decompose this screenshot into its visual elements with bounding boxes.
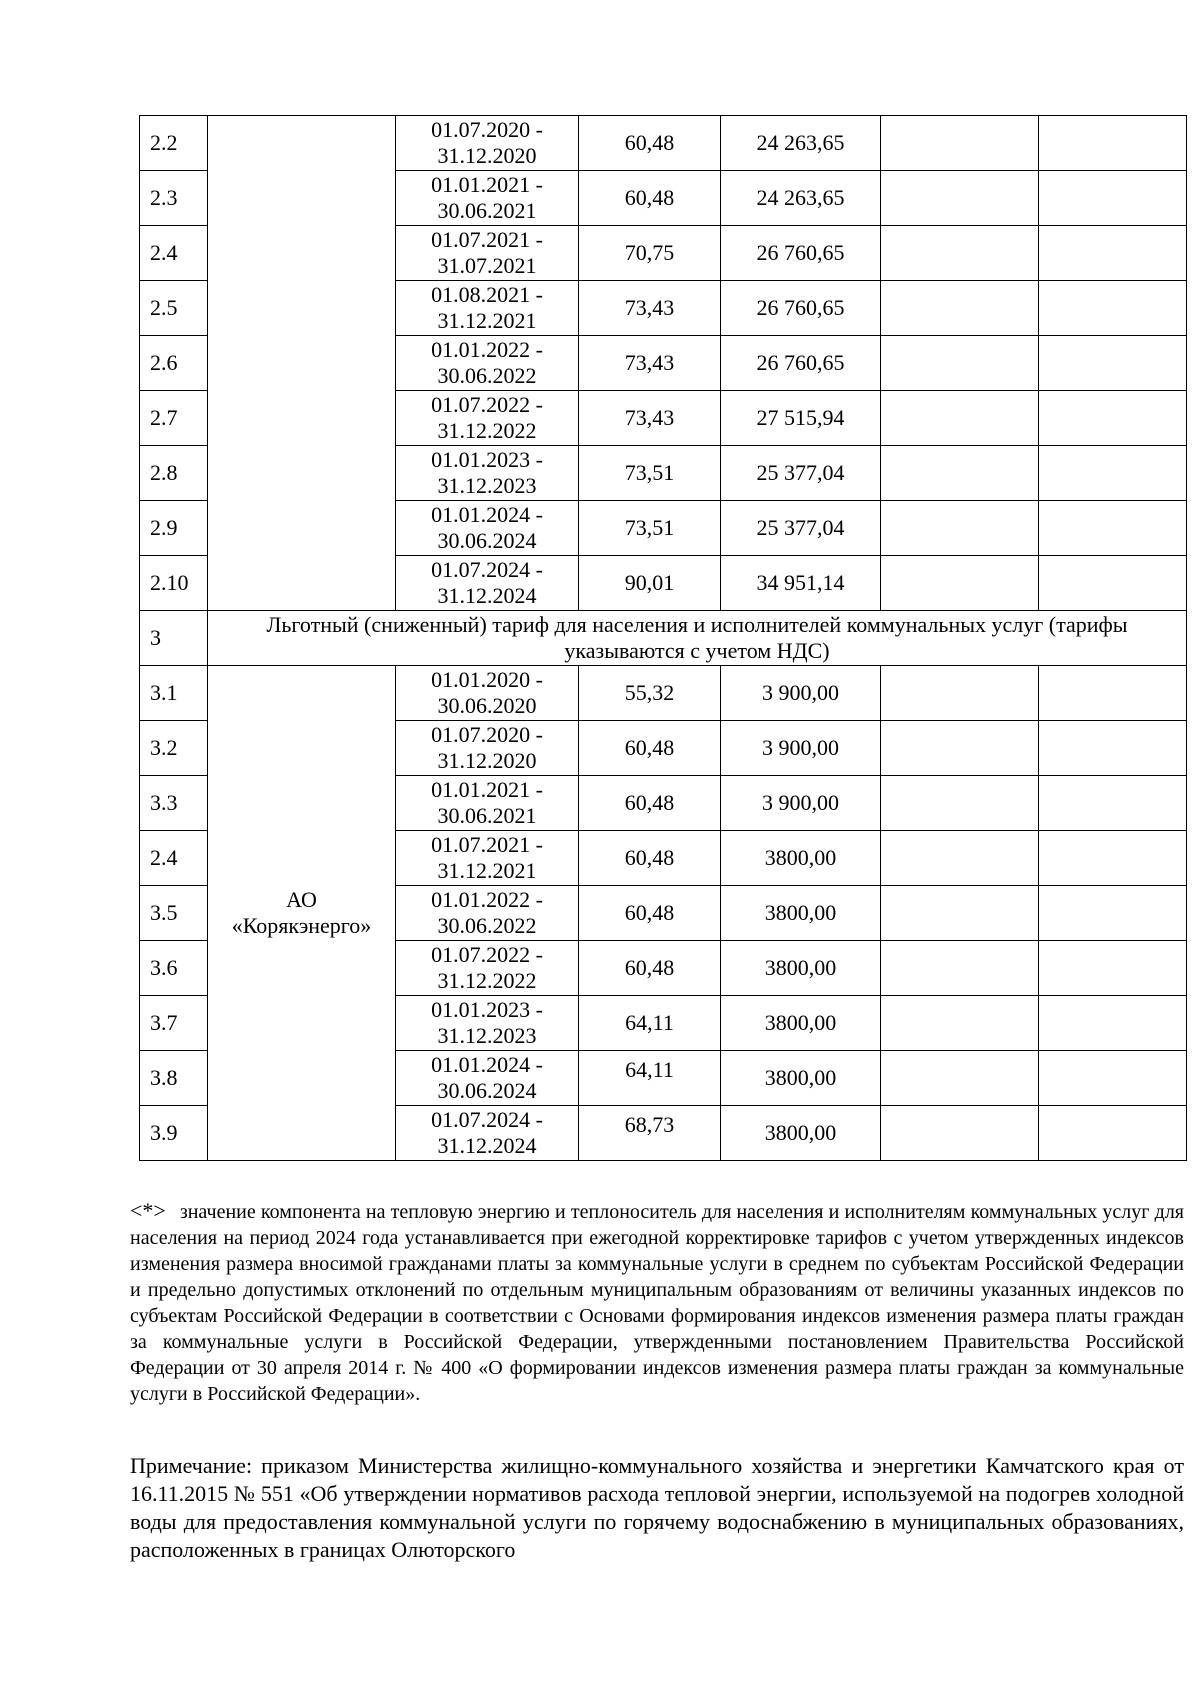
table-row bbox=[140, 666, 1187, 721]
heat-carrier-value: 73,51 bbox=[579, 501, 721, 556]
empty-cell bbox=[1039, 226, 1187, 281]
organization-cell bbox=[208, 116, 396, 611]
period-end: 31.12.2024 bbox=[437, 1133, 537, 1158]
period-cell bbox=[396, 996, 579, 1051]
period-cell bbox=[396, 666, 579, 721]
empty-cell bbox=[881, 336, 1039, 391]
empty-cell bbox=[881, 501, 1039, 556]
period-end: 31.12.2023 bbox=[437, 1023, 537, 1048]
period-cell bbox=[396, 391, 579, 446]
heat-carrier-value: 60,48 bbox=[579, 171, 721, 226]
empty-cell bbox=[1039, 556, 1187, 611]
period-start: 01.01.2023 - bbox=[431, 447, 543, 472]
heat-energy-value: 3800,00 bbox=[721, 886, 881, 941]
heat-carrier-value: 60,48 bbox=[579, 941, 721, 996]
heat-energy-value: 27 515,94 bbox=[721, 391, 881, 446]
heat-carrier-value: 73,43 bbox=[579, 336, 721, 391]
empty-cell bbox=[881, 996, 1039, 1051]
row-number: 3.8 bbox=[140, 1051, 208, 1106]
organization-name-line1: АО bbox=[286, 887, 317, 912]
footnote-mark: <*> bbox=[130, 1198, 166, 1223]
row-number: 3.1 bbox=[140, 666, 208, 721]
period-cell bbox=[396, 776, 579, 831]
period-start: 01.01.2024 - bbox=[431, 502, 543, 527]
empty-cell bbox=[881, 941, 1039, 996]
empty-cell bbox=[1039, 336, 1187, 391]
period-cell bbox=[396, 556, 579, 611]
period-start: 01.07.2024 - bbox=[431, 1107, 543, 1132]
period-end: 30.06.2022 bbox=[437, 363, 537, 388]
period-start: 01.07.2021 - bbox=[431, 832, 543, 857]
period-cell bbox=[396, 886, 579, 941]
heat-energy-value: 3800,00 bbox=[721, 941, 881, 996]
period-start: 01.07.2022 - bbox=[431, 942, 543, 967]
heat-energy-value: 34 951,14 bbox=[721, 556, 881, 611]
heat-energy-value: 26 760,65 bbox=[721, 226, 881, 281]
empty-cell bbox=[1039, 281, 1187, 336]
empty-cell bbox=[881, 721, 1039, 776]
empty-cell bbox=[1039, 996, 1187, 1051]
heat-energy-value: 3800,00 bbox=[721, 1106, 881, 1161]
heat-carrier-value: 60,48 bbox=[579, 886, 721, 941]
empty-cell bbox=[1039, 831, 1187, 886]
empty-cell bbox=[881, 446, 1039, 501]
empty-cell bbox=[881, 1051, 1039, 1106]
row-number: 3.2 bbox=[140, 721, 208, 776]
empty-cell bbox=[881, 116, 1039, 171]
table-row bbox=[140, 116, 1187, 171]
empty-cell bbox=[881, 1106, 1039, 1161]
row-number: 2.8 bbox=[140, 446, 208, 501]
heat-carrier-value: 60,48 bbox=[579, 831, 721, 886]
row-number: 2.3 bbox=[140, 171, 208, 226]
section-header-row bbox=[140, 611, 1187, 666]
empty-cell bbox=[1039, 721, 1187, 776]
heat-energy-value: 24 263,65 bbox=[721, 116, 881, 171]
period-end: 30.06.2021 bbox=[437, 198, 537, 223]
period-end: 31.12.2020 bbox=[437, 748, 537, 773]
period-start: 01.01.2020 - bbox=[431, 667, 543, 692]
empty-cell bbox=[1039, 446, 1187, 501]
period-end: 30.06.2024 bbox=[437, 528, 537, 553]
period-start: 01.07.2020 - bbox=[431, 117, 543, 142]
period-cell bbox=[396, 171, 579, 226]
empty-cell bbox=[1039, 666, 1187, 721]
heat-carrier-value: 73,51 bbox=[579, 446, 721, 501]
heat-carrier-value: 70,75 bbox=[579, 226, 721, 281]
heat-energy-value: 25 377,04 bbox=[721, 501, 881, 556]
empty-cell bbox=[881, 281, 1039, 336]
tariff-table bbox=[139, 115, 1187, 1161]
empty-cell bbox=[1039, 941, 1187, 996]
row-number: 2.7 bbox=[140, 391, 208, 446]
empty-cell bbox=[1039, 776, 1187, 831]
period-end: 31.12.2022 bbox=[437, 418, 537, 443]
empty-cell bbox=[881, 556, 1039, 611]
empty-cell bbox=[881, 226, 1039, 281]
period-cell bbox=[396, 281, 579, 336]
period-end: 30.06.2022 bbox=[437, 913, 537, 938]
period-end: 31.12.2021 bbox=[437, 858, 537, 883]
empty-cell bbox=[1039, 886, 1187, 941]
remark-note bbox=[130, 1452, 1184, 1564]
period-end: 31.07.2021 bbox=[437, 253, 537, 278]
period-start: 01.01.2023 - bbox=[431, 997, 543, 1022]
row-number: 2.4 bbox=[140, 831, 208, 886]
row-number: 3.7 bbox=[140, 996, 208, 1051]
period-cell bbox=[396, 1106, 579, 1161]
heat-carrier-value: 60,48 bbox=[579, 776, 721, 831]
row-number: 2.2 bbox=[140, 116, 208, 171]
heat-carrier-value: 73,43 bbox=[579, 281, 721, 336]
empty-cell bbox=[881, 831, 1039, 886]
period-start: 01.01.2024 - bbox=[431, 1052, 543, 1077]
empty-cell bbox=[881, 391, 1039, 446]
heat-energy-value: 25 377,04 bbox=[721, 446, 881, 501]
period-end: 31.12.2022 bbox=[437, 968, 537, 993]
period-cell bbox=[396, 226, 579, 281]
heat-carrier-value: 60,48 bbox=[579, 721, 721, 776]
heat-carrier-value: 60,48 bbox=[579, 116, 721, 171]
period-cell bbox=[396, 941, 579, 996]
organization-name-line2: «Корякэнерго» bbox=[231, 913, 372, 938]
period-start: 01.01.2021 - bbox=[431, 777, 543, 802]
remark-text: Примечание: приказом Министерства жилищно-коммунального хозяйства и энергетики Камчатского края от 16.11.2015 № 551 «Об утверждении нормативов расхода тепловой энергии, используемой на подогрев холодной воды для предоставления коммунальной услуги по горячему водоснабжению в муниципальных образованиях, расположенных в границах Олюторского bbox=[130, 1453, 1184, 1562]
period-cell bbox=[396, 501, 579, 556]
footnote-text: значение компонента на тепловую энергию и теплоноситель для населения и исполнителям коммунальных услуг для населения на период 2024 года устанавливается при ежегодной корректировке тарифов с учетом утвержденных индексов изменения размера вносимой гражданами платы за коммунальные услуги в среднем по субъектам Российской Федерации и предельно допустимых отклонений по отдельным муниципальным образованиям от величины указанных индексов по субъектам Российской Федерации в соответствии с Основами формирования индексов изменения размера платы граждан за коммунальные услуги в Российской Федерации, утвержденными постановлением Правительства Российской Федерации от 30 апреля 2014 г. № 400 «О формировании индексов изменения размера платы граждан за коммунальные услуги в Российской Федерации». bbox=[130, 1201, 1184, 1405]
heat-energy-value: 26 760,65 bbox=[721, 281, 881, 336]
empty-cell bbox=[1039, 391, 1187, 446]
period-cell bbox=[396, 1051, 579, 1106]
period-end: 30.06.2020 bbox=[437, 693, 537, 718]
period-start: 01.08.2021 - bbox=[431, 282, 543, 307]
heat-carrier-value: 55,32 bbox=[579, 666, 721, 721]
period-start: 01.01.2021 - bbox=[431, 172, 543, 197]
period-end: 30.06.2021 bbox=[437, 803, 537, 828]
period-cell bbox=[396, 446, 579, 501]
organization-cell bbox=[208, 666, 396, 1161]
heat-energy-value: 24 263,65 bbox=[721, 171, 881, 226]
heat-carrier-value: 64,11 bbox=[579, 1051, 721, 1106]
empty-cell bbox=[881, 171, 1039, 226]
period-start: 01.01.2022 - bbox=[431, 337, 543, 362]
heat-carrier-value: 68,73 bbox=[579, 1106, 721, 1161]
row-number: 3.5 bbox=[140, 886, 208, 941]
period-start: 01.07.2024 - bbox=[431, 557, 543, 582]
footnote bbox=[130, 1198, 1184, 1407]
row-number: 2.9 bbox=[140, 501, 208, 556]
empty-cell bbox=[1039, 1051, 1187, 1106]
empty-cell bbox=[1039, 501, 1187, 556]
heat-energy-value: 3800,00 bbox=[721, 831, 881, 886]
heat-energy-value: 3800,00 bbox=[721, 996, 881, 1051]
empty-cell bbox=[1039, 171, 1187, 226]
period-start: 01.07.2021 - bbox=[431, 227, 543, 252]
heat-energy-value: 3 900,00 bbox=[721, 776, 881, 831]
period-start: 01.07.2022 - bbox=[431, 392, 543, 417]
tariff-table-body bbox=[140, 116, 1187, 1161]
heat-energy-value: 3 900,00 bbox=[721, 666, 881, 721]
heat-energy-value: 3 900,00 bbox=[721, 721, 881, 776]
period-cell bbox=[396, 336, 579, 391]
row-number: 3.9 bbox=[140, 1106, 208, 1161]
empty-cell bbox=[881, 666, 1039, 721]
row-number: 2.6 bbox=[140, 336, 208, 391]
row-number: 2.5 bbox=[140, 281, 208, 336]
heat-carrier-value: 64,11 bbox=[579, 996, 721, 1051]
heat-carrier-value: 73,43 bbox=[579, 391, 721, 446]
row-number: 2.4 bbox=[140, 226, 208, 281]
period-end: 31.12.2023 bbox=[437, 473, 537, 498]
period-end: 31.12.2020 bbox=[437, 143, 537, 168]
empty-cell bbox=[1039, 116, 1187, 171]
period-end: 31.12.2024 bbox=[437, 583, 537, 608]
heat-energy-value: 26 760,65 bbox=[721, 336, 881, 391]
section-number: 3 bbox=[140, 611, 208, 666]
period-start: 01.01.2022 - bbox=[431, 887, 543, 912]
row-number: 2.10 bbox=[140, 556, 208, 611]
row-number: 3.3 bbox=[140, 776, 208, 831]
empty-cell bbox=[881, 776, 1039, 831]
empty-cell bbox=[881, 886, 1039, 941]
row-number: 3.6 bbox=[140, 941, 208, 996]
heat-carrier-value: 90,01 bbox=[579, 556, 721, 611]
period-end: 30.06.2024 bbox=[437, 1078, 537, 1103]
heat-energy-value: 3800,00 bbox=[721, 1051, 881, 1106]
empty-cell bbox=[1039, 1106, 1187, 1161]
section-title: Льготный (сниженный) тариф для населения и исполнителей коммунальных услуг (тарифы указываются с учетом НДС) bbox=[208, 611, 1187, 666]
period-cell bbox=[396, 721, 579, 776]
period-cell bbox=[396, 831, 579, 886]
period-start: 01.07.2020 - bbox=[431, 722, 543, 747]
period-cell bbox=[396, 116, 579, 171]
period-end: 31.12.2021 bbox=[437, 308, 537, 333]
